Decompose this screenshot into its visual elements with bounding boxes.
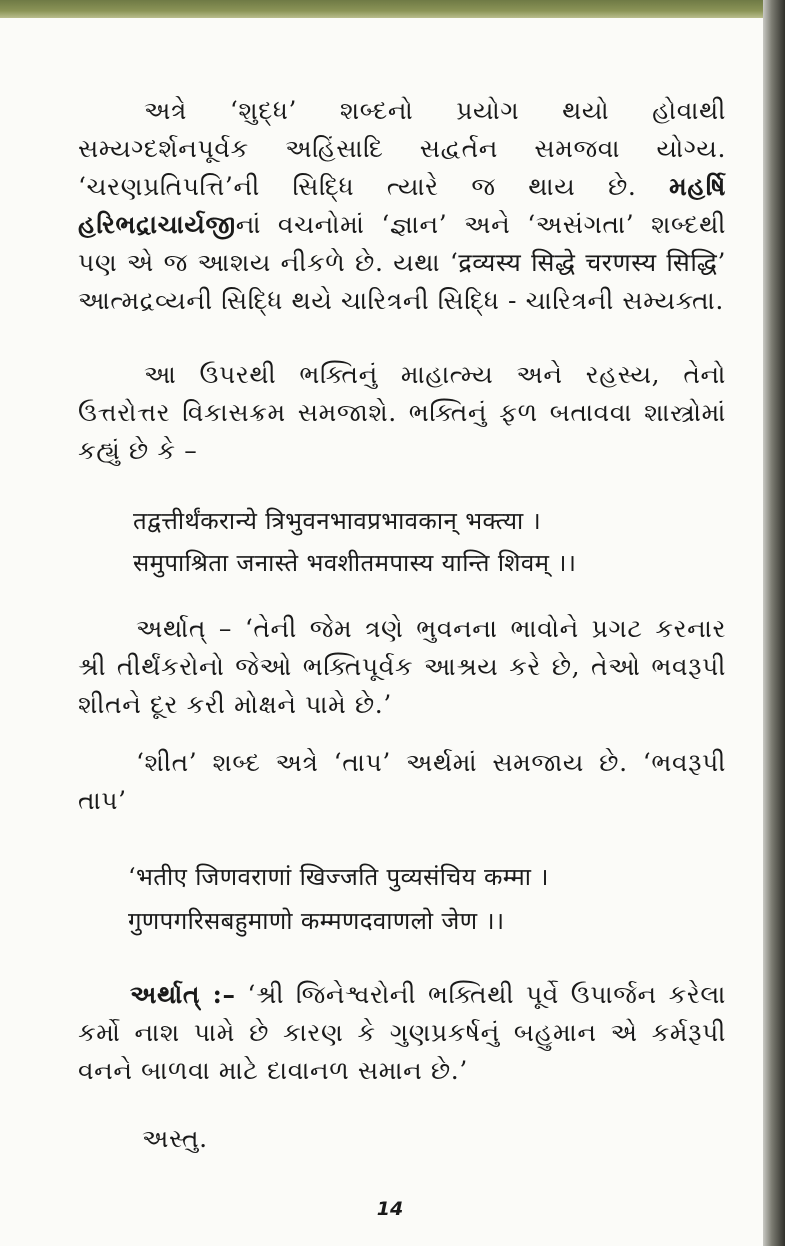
- paragraph-5-text: ‘શ્રી જિનેશ્વરોની ભક્તિથી પૂર્વે ઉપાર્જન કરેલા કર્મો નાશ પામે છે કારણ કે ગુણપ્રકર્ષનું બહુમાન એ કર્મરૂપી વનને બાળવા માટે દાવાનળ સમાન છે.’: [78, 980, 726, 1085]
- verse-2-line-1: ‘भतीए जिणवराणां खिज्जति पुव्यसंचिय कम्मा ।: [128, 863, 549, 891]
- verse-1-line-1: तद्वत्तीर्थंकरान्ये त्रिभुवनभावप्रभावकान् भक्त्या ।: [133, 507, 542, 535]
- arthat-label: અર્થાત્ :–: [130, 980, 236, 1009]
- paragraph-1-text-b: નાં વચનોમાં ‘જ્ઞાન’ અને ‘અસંગતા’ શબ્દથી પણ એ જ આશય નીકળે છે. યથા ‘द्रव्यस्य सिद्धे चरणस्य सिद्धि’ આત્મદ્રવ્યની સિદ્ધિ થયે ચારિત્રની સિદ્ધિ - ચારિત્રની સમ્યક્તા.: [78, 210, 726, 315]
- book-top-edge: [0, 0, 785, 18]
- paragraph-3: અર્થાત્ – ‘તેની જેમ ત્રણે ભુવનના ભાવોને પ્રગટ કરનાર શ્રી તીર્થંકરોનો જેઓ ભક્તિપૂર્વક આશ્રય કરે છે, તેઓ ભવરૂપી શીતને દૂર કરી મોક્ષને પામે છે.’: [78, 614, 726, 719]
- book-spine-shadow: [763, 0, 785, 1246]
- paragraph-6: અસ્તુ.: [142, 1124, 208, 1153]
- verse-2-line-2: गुणपगरिसबहुमाणो कम्मणदवाणलो जेण ।।: [128, 907, 505, 935]
- page-number: 14: [376, 1198, 404, 1220]
- paragraph-1-text-a: અત્રે ‘શુદ્ધ’ શબ્દનો પ્રયોગ થયો હોવાથી સમ્યગ્દર્શનપૂર્વક અહિંસાદિ સદ્વર્તન સમજવા યોગ્ય. ‘ચરણપ્રતિપત્તિ’ની સિદ્ધિ ત્યારે જ થાય છે.: [78, 96, 726, 201]
- author-name: મહર્ષિ હરિભદ્રાચાર્યજી: [78, 172, 726, 239]
- paragraph-4: ‘શીત’ શબ્દ અત્રે ‘તાપ’ અર્થમાં સમજાય છે. ‘ભવરૂપી તાપ’: [78, 748, 726, 815]
- book-page: [0, 18, 763, 1246]
- paragraph-2: આ ઉપરથી ભક્તિનું માહાત્મ્ય અને રહસ્ય, તેનો ઉત્તરોત્તર વિકાસક્રમ સમજાશે. ભક્તિનું ફળ બતાવવા શાસ્ત્રોમાં કહ્યું છે કે –: [78, 360, 726, 465]
- paragraph-5: [78, 976, 726, 1090]
- verse-1-line-2: समुपाश्रिता जनास्ते भवशीतमपास्य यान्ति शिवम् ।।: [133, 549, 577, 577]
- paragraph-1: [78, 92, 726, 320]
